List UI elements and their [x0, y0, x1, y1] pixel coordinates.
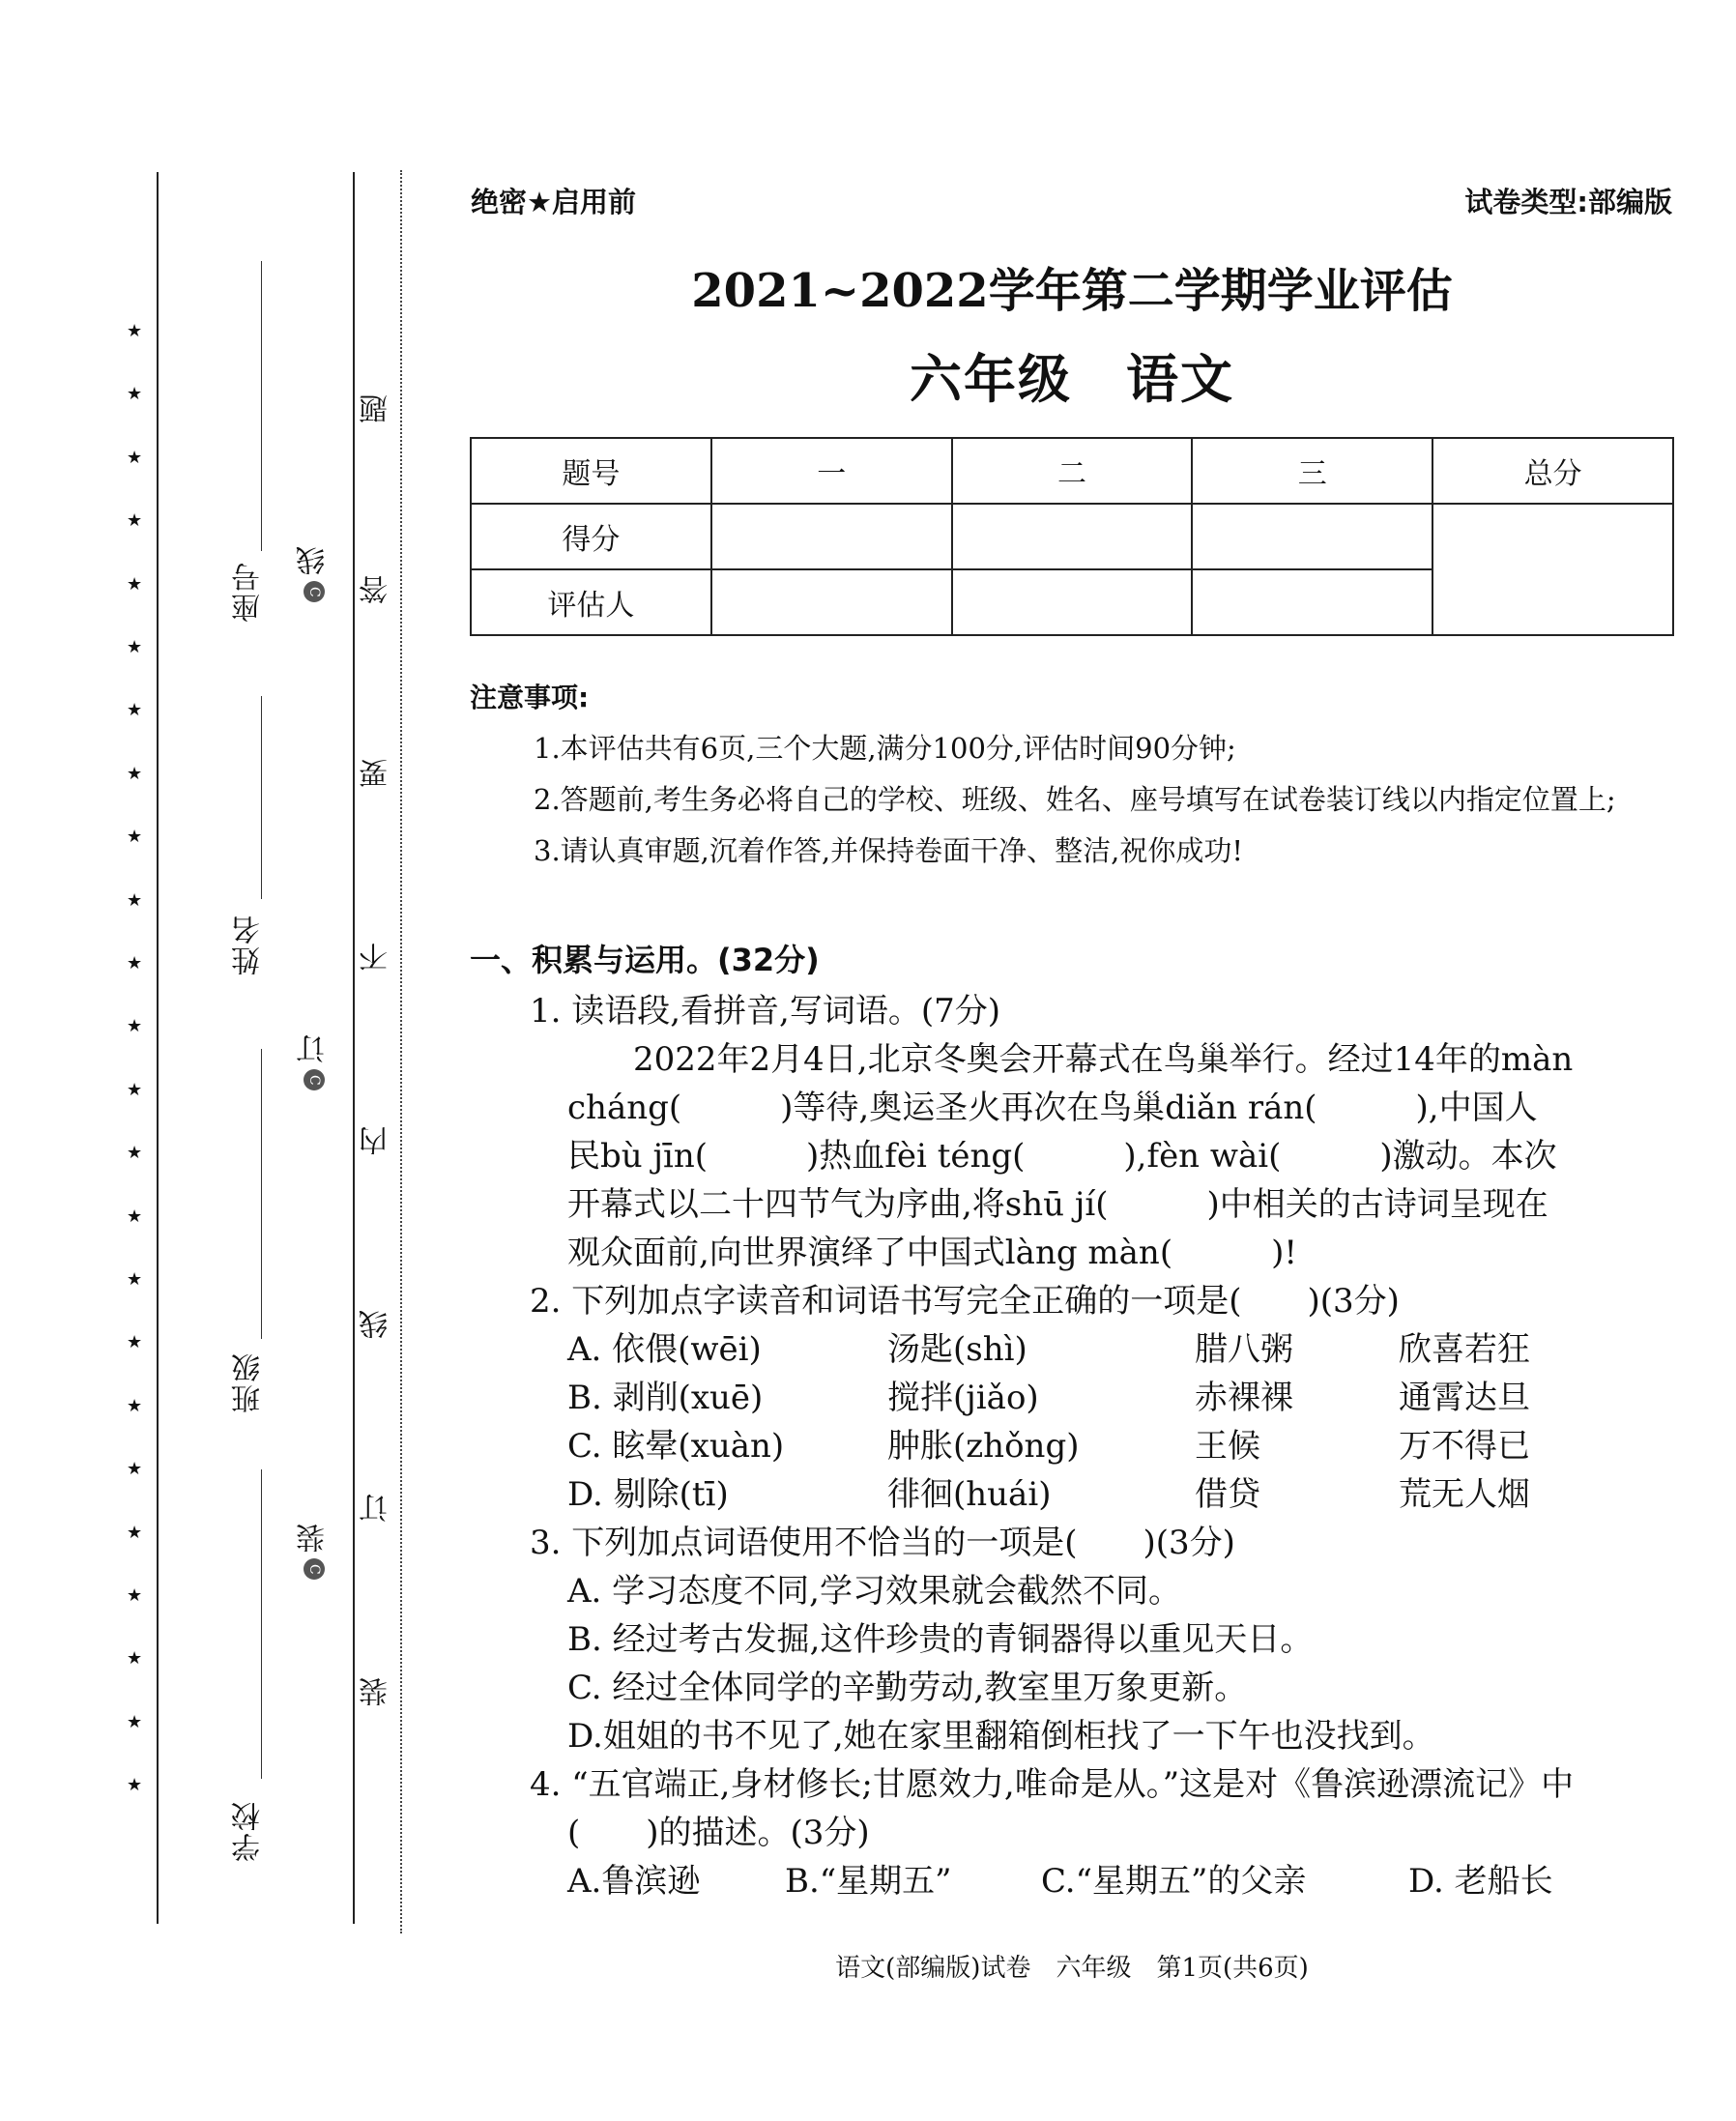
- star-icon: ★: [127, 637, 143, 657]
- row-label: 评估人: [471, 569, 711, 635]
- cut-line: [400, 170, 402, 1933]
- school-label: 学校: [232, 1800, 266, 1862]
- warning-char-bu: 不: [360, 943, 393, 972]
- star-icon: ★: [127, 1395, 143, 1416]
- star-icon: ★: [127, 1648, 143, 1670]
- seal-icon: C: [304, 1069, 325, 1090]
- star-icon: ★: [127, 1016, 143, 1037]
- confidential-label: 绝密★启用前: [471, 186, 636, 218]
- q3-option-a: A. 学习态度不同,学习效果就会截然不同。: [567, 1572, 1181, 1611]
- star-icon: ★: [127, 1206, 143, 1227]
- star-icon: ★: [127, 1711, 143, 1732]
- star-icon: ★: [127, 1079, 143, 1100]
- question-4-stem: 4. “五官端正,身材修长;甘愿效力,唯命是从。”这是对《鲁滨逊漂流记》中: [530, 1765, 1575, 1804]
- star-icon: ★: [127, 1143, 143, 1164]
- star-icon: ★: [127, 1585, 143, 1606]
- star-icon: ★: [127, 953, 143, 973]
- seat-blank: [261, 261, 262, 551]
- exam-subtitle: 六年级 语文: [910, 348, 1234, 410]
- star-icon: ★: [127, 573, 143, 595]
- star-icon: ★: [127, 1332, 143, 1353]
- q2-option-b-word2: 搅拌(jiǎo): [887, 1379, 1039, 1417]
- q2-option-d-word1: D. 剔除(tī): [567, 1475, 729, 1514]
- score-row: [471, 504, 1673, 569]
- score-cell[interactable]: [1192, 504, 1432, 569]
- star-icon: ★: [127, 763, 143, 784]
- row-label: 得分: [471, 504, 711, 569]
- seal-icon: C: [304, 581, 325, 602]
- class-label: 班级: [232, 1351, 266, 1413]
- margin-rule-right: [353, 172, 355, 1924]
- header-cell: 题号: [471, 438, 711, 504]
- notice-item: 2.答题前,考生务必将自己的学校、班级、姓名、座号填写在试卷装订线以内指定位置上;: [534, 783, 1616, 816]
- star-icon: ★: [127, 321, 143, 341]
- q2-option-d-word4: 荒无人烟: [1399, 1475, 1530, 1514]
- score-cell[interactable]: [711, 504, 952, 569]
- q4-option-a: A.鲁滨逊: [567, 1862, 701, 1901]
- q2-option-b-word1: B. 剥削(xuē): [567, 1379, 764, 1417]
- q2-option-b-word4: 通霄达旦: [1399, 1379, 1530, 1417]
- star-icon: ★: [127, 447, 143, 468]
- q1-line: 民bù jīn( )热血fèi téng( ),fèn wài( )激动。本次: [567, 1137, 1557, 1176]
- notice-item: 3.请认真审题,沉着作答,并保持卷面干净、整洁,祝你成功!: [534, 834, 1243, 867]
- warning-char-da: 答: [360, 575, 393, 604]
- exam-title: 2021~2022学年第二学期学业评估: [691, 264, 1453, 318]
- warning-char-nei: 内: [360, 1126, 393, 1155]
- q2-option-c-word4: 万不得已: [1399, 1427, 1530, 1466]
- name-blank: [261, 696, 262, 899]
- zhuang-mark: [293, 1524, 335, 1580]
- q4-option-c: C.“星期五”的父亲: [1041, 1862, 1307, 1901]
- star-icon: ★: [127, 889, 143, 911]
- paper-type-label: 试卷类型:部编版: [1464, 186, 1672, 218]
- score-cell[interactable]: [952, 504, 1193, 569]
- q3-option-d: D.姐姐的书不见了,她在家里翻箱倒柜找了一下午也没找到。: [567, 1717, 1435, 1756]
- q2-option-c-word2: 肿胀(zhǒng): [887, 1427, 1080, 1466]
- class-blank: [261, 1049, 262, 1339]
- line-mark: [293, 546, 335, 602]
- warning-char-ding: 订: [360, 1494, 393, 1523]
- star-icon: ★: [127, 1269, 143, 1290]
- q1-line: 2022年2月4日,北京冬奥会开幕式在鸟巢举行。经过14年的màn: [567, 1040, 1574, 1079]
- star-icon: ★: [127, 700, 143, 721]
- star-icon: ★: [127, 384, 143, 405]
- notice-item: 1.本评估共有6页,三个大题,满分100分,评估时间90分钟;: [534, 732, 1236, 765]
- seal-icon: C: [304, 1558, 325, 1580]
- section-title: 一、积累与运用。(32分): [470, 942, 820, 978]
- q2-option-a-word2: 汤匙(shì): [887, 1330, 1027, 1369]
- header-cell: 三: [1192, 438, 1432, 504]
- name-label: 姓名: [232, 914, 266, 975]
- q1-line: 开幕式以二十四节气为序曲,将shū jí( )中相关的古诗词呈现在: [567, 1185, 1548, 1224]
- question-4-stem-cont: ( )的描述。(3分): [567, 1814, 870, 1852]
- star-icon: ★: [127, 510, 143, 532]
- grader-cell[interactable]: [952, 569, 1193, 635]
- q2-option-a-word4: 欣喜若狂: [1399, 1330, 1530, 1369]
- star-icon: ★: [127, 1775, 143, 1796]
- margin-rule-left: [157, 172, 159, 1924]
- q1-line: 观众面前,向世界演绎了中国式làng màn( )!: [567, 1234, 1298, 1272]
- ding-mark: [293, 1034, 335, 1090]
- page-footer: 语文(部编版)试卷 六年级 第1页(共6页): [835, 1954, 1309, 1983]
- total-cell[interactable]: [1432, 504, 1673, 635]
- q2-option-a-word1: A. 依偎(wēi): [567, 1330, 762, 1369]
- ding-mark-text: 订: [297, 1034, 331, 1063]
- q2-option-d-word3: 借贷: [1195, 1475, 1260, 1514]
- warning-char-zhuang: 装: [360, 1677, 393, 1706]
- q4-option-d: D. 老船长: [1408, 1862, 1553, 1901]
- star-icon: ★: [127, 1459, 143, 1480]
- q2-option-c-word1: C. 眩晕(xuàn): [567, 1427, 785, 1466]
- q1-line: cháng( )等待,奥运圣火再次在鸟巢diǎn rán( ),中国人: [567, 1089, 1538, 1127]
- question-2-stem: 2. 下列加点字读音和词语书写完全正确的一项是( )(3分): [530, 1282, 1400, 1321]
- q4-option-b: B.“星期五”: [785, 1862, 952, 1901]
- grader-cell[interactable]: [1192, 569, 1432, 635]
- header-cell: 总分: [1432, 438, 1673, 504]
- seat-label: 座号: [232, 561, 266, 623]
- header-cell: 二: [952, 438, 1193, 504]
- q2-option-c-word3: 王候: [1195, 1427, 1260, 1466]
- warning-char-yao: 要: [360, 759, 393, 788]
- line-mark-text: 线: [297, 546, 331, 575]
- q3-option-c: C. 经过全体同学的辛勤劳动,教室里万象更新。: [567, 1669, 1248, 1707]
- star-icon: ★: [127, 1522, 143, 1543]
- q2-option-b-word3: 赤裸裸: [1195, 1379, 1293, 1417]
- star-icon: ★: [127, 827, 143, 848]
- score-table: [470, 437, 1674, 636]
- warning-char-xian: 线: [360, 1310, 393, 1339]
- warning-char-ti: 题: [360, 394, 393, 423]
- question-1-stem: 1. 读语段,看拼音,写词语。(7分): [530, 992, 1001, 1031]
- grader-cell[interactable]: [711, 569, 952, 635]
- zhuang-mark-text: 装: [297, 1524, 331, 1553]
- header-cell: 一: [711, 438, 952, 504]
- score-table-header-row: [471, 438, 1673, 504]
- notice-heading: 注意事项:: [470, 682, 590, 713]
- question-3-stem: 3. 下列加点词语使用不恰当的一项是( )(3分): [530, 1524, 1235, 1562]
- q2-option-a-word3: 腊八粥: [1195, 1330, 1293, 1369]
- q3-option-b: B. 经过考古发掘,这件珍贵的青铜器得以重见天日。: [567, 1620, 1314, 1659]
- school-blank: [261, 1469, 262, 1779]
- q2-option-d-word2: 徘徊(huái): [887, 1475, 1052, 1514]
